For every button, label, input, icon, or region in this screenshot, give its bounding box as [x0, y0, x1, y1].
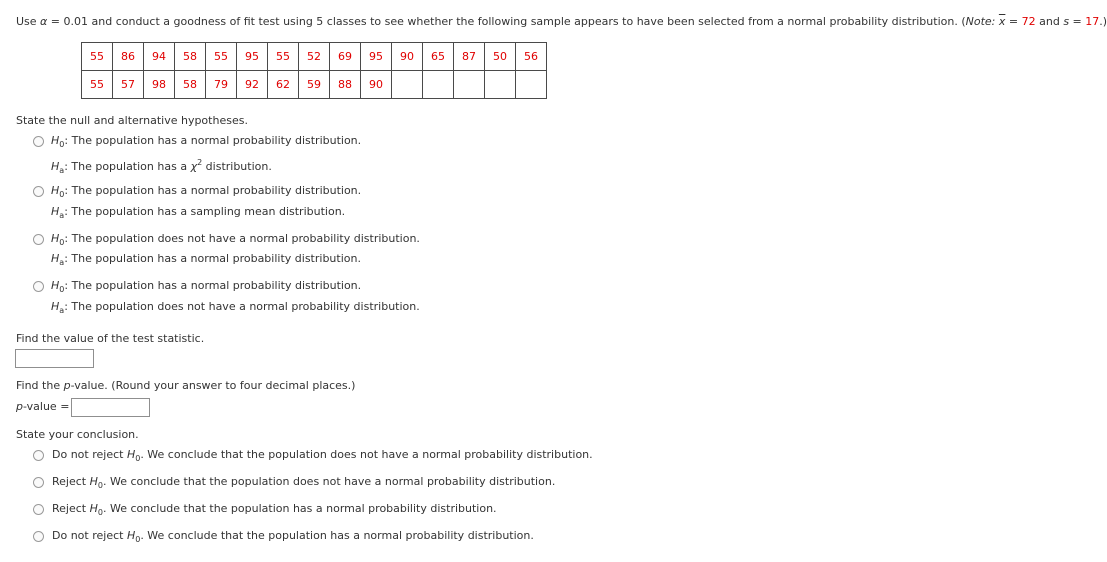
conclusion-prompt: State your conclusion. [16, 428, 139, 441]
conclusion-text: Reject $H_0$. We conclude that the population has a normal probability distribution. [52, 502, 497, 517]
s-symbol: s [1063, 15, 1070, 28]
and-text: and [1035, 15, 1064, 28]
pvalue-label: p-value = [16, 400, 70, 413]
conclusion-text: Do not reject $H_0$. We conclude that the population does not have a normal probability distribution. [52, 448, 593, 463]
h0-line: $H_0$: The population does not have a normal probability distribution. [51, 232, 420, 247]
radio-button[interactable] [33, 281, 44, 292]
intro-text-2: = 0.01 and conduct a goodness of fit test using 5 classes to see whether the following sample appears to have been selected from a normal probability distribution. ( [47, 15, 966, 28]
radio-button[interactable] [33, 234, 44, 245]
radio-button[interactable] [33, 450, 44, 461]
ha-line: $H_a$: The population does not have a normal probability distribution. [51, 300, 420, 315]
table-cell: 79 [206, 71, 237, 99]
pvalue-prompt: Find the p-value. (Round your answer to four decimal places.) [16, 379, 356, 392]
s-value: 17 [1085, 15, 1100, 28]
sample-data-table [81, 42, 547, 99]
radio-button[interactable] [33, 504, 44, 515]
table-cell: 58 [175, 43, 206, 71]
table-cell: 56 [516, 43, 547, 71]
test-statistic-input[interactable] [15, 349, 94, 368]
table-cell: 90 [361, 71, 392, 99]
ha-line: $H_a$: The population has a $\chi^2$ distribution. [51, 158, 272, 175]
conclusion-text: Do not reject $H_0$. We conclude that the population has a normal probability distribution. [52, 529, 534, 544]
equals-1: = [1005, 15, 1022, 28]
hypotheses-prompt: State the null and alternative hypotheses. [16, 114, 248, 127]
statement-end: .) [1099, 15, 1107, 28]
table-cell: 92 [237, 71, 268, 99]
radio-button[interactable] [33, 477, 44, 488]
table-row [82, 71, 547, 99]
radio-button[interactable] [33, 531, 44, 542]
table-cell [392, 71, 423, 99]
radio-button[interactable] [33, 136, 44, 147]
table-cell: 87 [454, 43, 485, 71]
table-cell: 59 [299, 71, 330, 99]
table-cell: 94 [144, 43, 175, 71]
intro-text: Use [16, 15, 41, 28]
table-cell [485, 71, 516, 99]
table-cell [423, 71, 454, 99]
h0-line: $H_0$: The population has a normal probability distribution. [51, 184, 362, 199]
table-cell: 88 [330, 71, 361, 99]
table-cell: 55 [206, 43, 237, 71]
table-cell: 52 [299, 43, 330, 71]
table-cell: 55 [268, 43, 299, 71]
table-cell: 55 [82, 43, 113, 71]
table-cell: 95 [237, 43, 268, 71]
h0-line: $H_0$: The population has a normal probability distribution. [51, 134, 362, 149]
table-cell: 55 [82, 71, 113, 99]
table-cell: 69 [330, 43, 361, 71]
table-cell: 57 [113, 71, 144, 99]
ha-line: $H_a$: The population has a sampling mean distribution. [51, 205, 346, 220]
table-cell: 86 [113, 43, 144, 71]
problem-statement [16, 15, 1107, 28]
radio-button[interactable] [33, 186, 44, 197]
equals-2: = [1069, 15, 1086, 28]
test-statistic-prompt: Find the value of the test statistic. [16, 332, 205, 345]
h0-line: $H_0$: The population has a normal probability distribution. [51, 279, 362, 294]
xbar-symbol: $\overline{x}$ [998, 15, 1006, 28]
xbar-value: 72 [1021, 15, 1036, 28]
table-cell: 90 [392, 43, 423, 71]
table-cell: 62 [268, 71, 299, 99]
conclusion-text: Reject $H_0$. We conclude that the population does not have a normal probability distribution. [52, 475, 556, 490]
table-cell [454, 71, 485, 99]
table-cell: 58 [175, 71, 206, 99]
table-cell: 50 [485, 43, 516, 71]
table-cell: 65 [423, 43, 454, 71]
ha-line: $H_a$: The population has a normal probability distribution. [51, 252, 361, 267]
alpha-symbol: α [40, 15, 48, 28]
note-label: Note: [965, 15, 996, 28]
pvalue-input[interactable] [71, 398, 150, 417]
table-row [82, 43, 547, 71]
table-cell [516, 71, 547, 99]
table-cell: 98 [144, 71, 175, 99]
table-cell: 95 [361, 43, 392, 71]
